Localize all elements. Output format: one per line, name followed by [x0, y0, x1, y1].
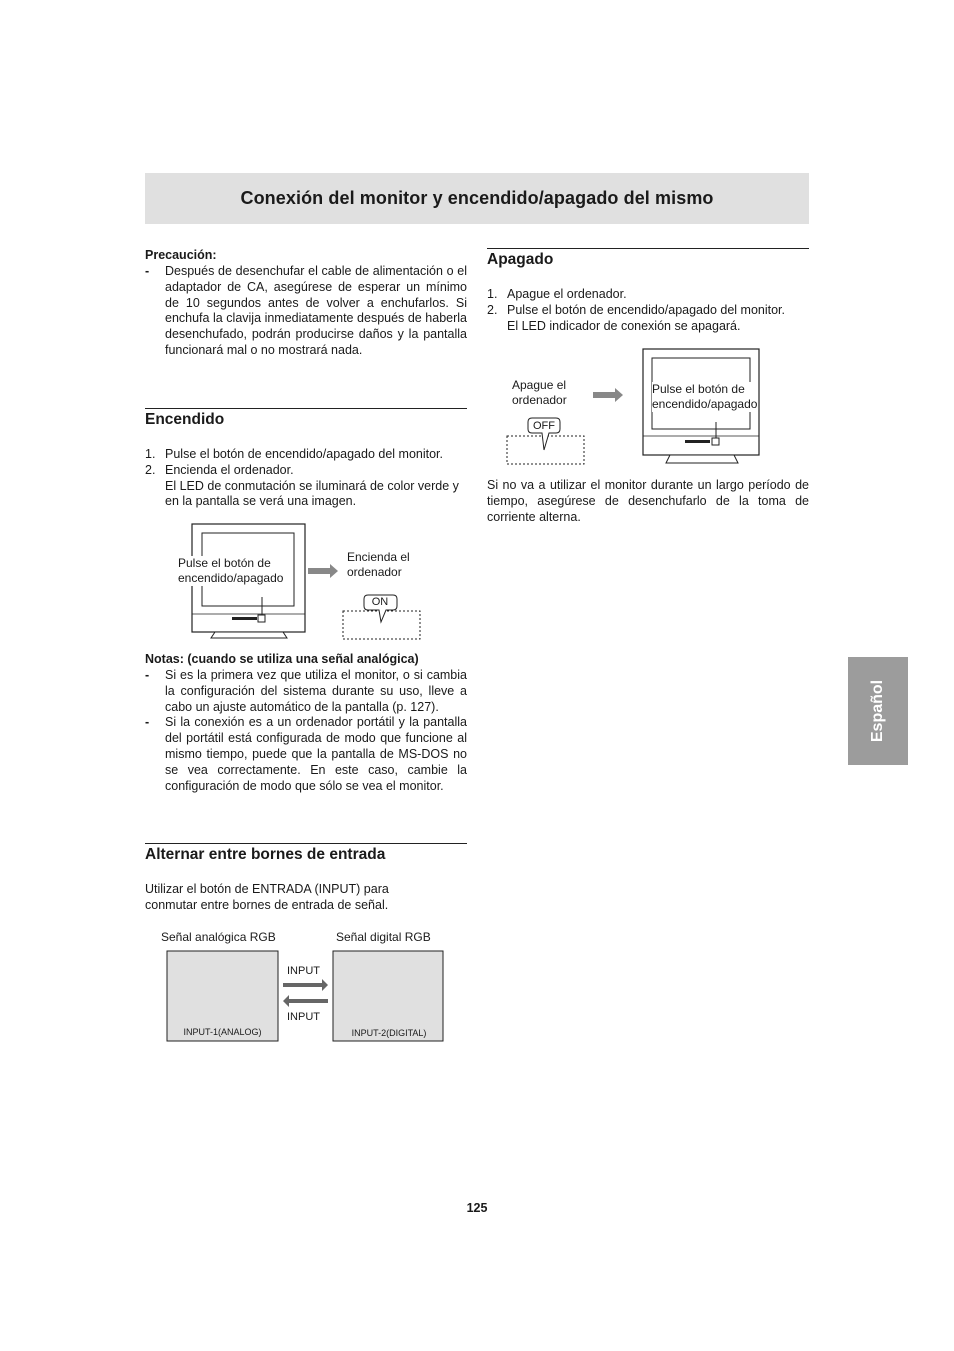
power-off-note: Si no va a utilizar el monitor durante un largo período de tiempo, asegúrese de desenchufarlo de la toma de corriente alterna.	[487, 478, 809, 524]
list-item: 2. Pulse el botón de encendido/apagado del monitor. El LED indicador de conexión se apagará.	[487, 302, 785, 333]
section-divider	[145, 408, 467, 409]
on-bubble: ON	[371, 596, 389, 608]
language-tab	[848, 657, 908, 765]
caution-text: Después de desenchufar el cable de alimentación o el adaptador de CA, asegúrese de esperar un mínimo de 10 segundos antes de volver a enchufarlos. Si enchufa la clavija inmediatamente después de haberla desenchufado, podrán producirse daños y la pantalla funcionará mal o no mostrará nada.	[165, 264, 467, 357]
arrow-icon	[308, 564, 338, 578]
power-on-steps	[145, 447, 467, 510]
input-heading: Alternar entre bornes de entrada	[145, 846, 386, 863]
power-on-heading: Encendido	[145, 411, 225, 428]
analog-label: Señal analógica RGB	[161, 930, 276, 944]
monitor-label: Pulse el botón de encendido/apagado	[652, 382, 758, 411]
title-bar	[145, 173, 809, 224]
notes-list	[145, 668, 467, 794]
arrow-right-icon	[283, 979, 328, 991]
list-item: 1. Apague el ordenador.	[487, 287, 627, 301]
arrow-icon	[593, 388, 623, 402]
note-item: - Si la conexión es a un ordenador portátil y la pantalla del portátil está configurada de modo que funcione al mismo tiempo, puede que la pantalla de MS-DOS no se vea correctamente. En este caso, cambie la configuración de modo que sólo se vea el monitor.	[145, 715, 467, 793]
page-number: 125	[466, 1201, 488, 1215]
caution-title: Precaución:	[145, 248, 217, 262]
arrow-left-icon	[283, 995, 328, 1007]
input-arrow-bottom-label: INPUT	[287, 1011, 320, 1023]
list-item: 1. Pulse el botón de encendido/apagado del monitor.	[145, 447, 443, 461]
digital-label: Señal digital RGB	[336, 930, 431, 944]
section-divider	[487, 248, 809, 249]
screen2-label: INPUT-2(DIGITAL)	[351, 1028, 427, 1038]
list-item: 2. Encienda el ordenador. El LED de conmutación se iluminará de color verde y en la pantalla se verá una imagen.	[145, 462, 459, 509]
note-item: - Si es la primera vez que utiliza el monitor, o si cambia la configuración del sistema durante su uso, lleve a cabo un ajuste automático de la pantalla (p. 127).	[145, 668, 467, 714]
power-off-heading: Apagado	[487, 251, 554, 268]
power-off-steps	[487, 287, 809, 334]
notes-title: Notas: (cuando se utiliza una señal analógica)	[145, 652, 419, 666]
computer-label: Apague el ordenador	[512, 378, 567, 407]
section-divider	[145, 843, 467, 844]
monitor-label: Pulse el botón de encendido/apagado	[178, 556, 284, 585]
off-bubble: OFF	[533, 420, 555, 432]
caution-item: - Después de desenchufar el cable de alimentación o el adaptador de CA, asegúrese de esperar un mínimo de 10 segundos antes de volver a enchufarlos. Si enchufa la clavija inmediatamente después de haberla desenchufado, podrán producirse daños y la pantalla funcionará mal o no mostrará nada.	[145, 264, 467, 357]
language-tab-label: Español	[869, 679, 887, 743]
screen1-label: INPUT-1(ANALOG)	[183, 1027, 262, 1037]
computer-label: Encienda el ordenador	[347, 550, 410, 579]
page-title: Conexión del monitor y encendido/apagado del mismo	[240, 188, 714, 208]
input-text: Utilizar el botón de ENTRADA (INPUT) para conmutar entre bornes de entrada de señal.	[145, 882, 389, 912]
input-arrow-top-label: INPUT	[287, 965, 320, 977]
